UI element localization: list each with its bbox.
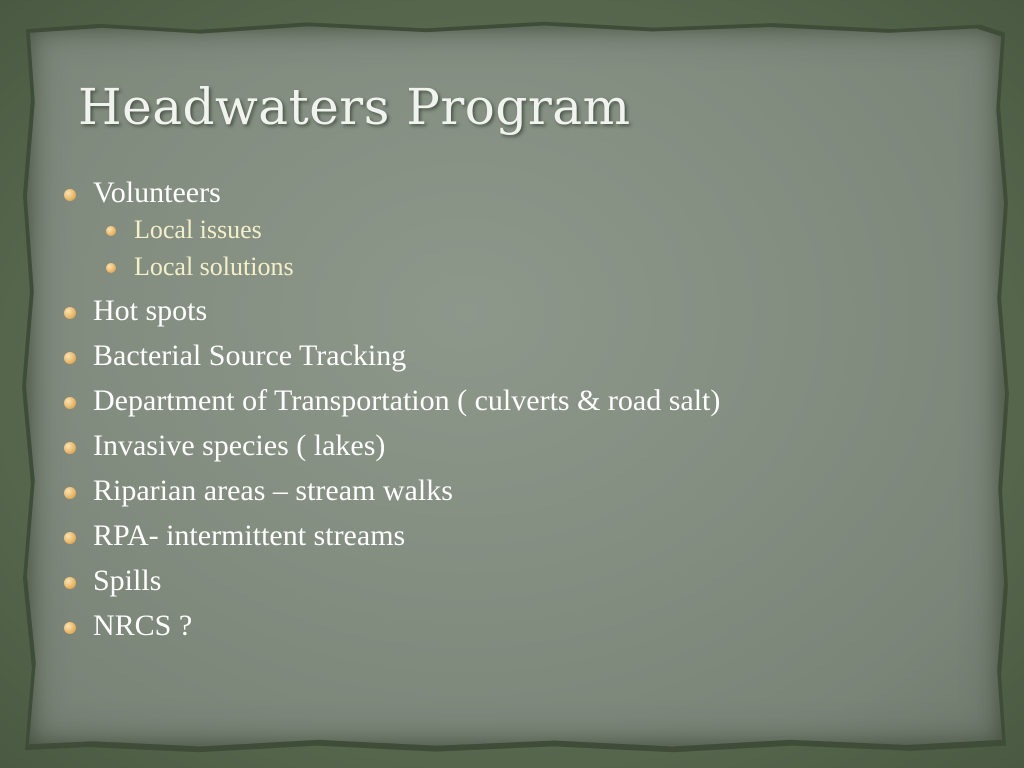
slide-title: Headwaters Program	[78, 78, 631, 136]
bullet-dot-icon	[64, 622, 76, 634]
bullet-text: Invasive species ( lakes)	[93, 429, 386, 462]
sub-bullet-text: Local solutions	[134, 252, 294, 281]
sub-bullet-item	[62, 211, 720, 248]
bullet-text: Department of Transportation ( culverts & road salt)	[93, 384, 721, 417]
bullet-item	[62, 170, 720, 215]
sub-bullet-item	[62, 248, 720, 285]
bullet-dot-icon	[64, 577, 76, 589]
bullet-item	[62, 603, 720, 648]
bullet-text: Bacterial Source Tracking	[93, 339, 407, 372]
bullet-text: Hot spots	[93, 294, 208, 327]
bullet-dot-icon	[106, 226, 116, 236]
bullet-text: Riparian areas – stream walks	[93, 474, 453, 507]
bullet-item	[62, 333, 720, 378]
bullet-item	[62, 288, 720, 333]
bullet-item	[62, 468, 720, 513]
bullet-dot-icon	[64, 189, 76, 201]
sub-bullet-text: Local issues	[134, 215, 262, 244]
bullet-dot-icon	[106, 263, 116, 273]
bullet-list	[62, 170, 720, 648]
bullet-text: NRCS ?	[93, 609, 193, 642]
bullet-dot-icon	[64, 397, 76, 409]
bullet-item	[62, 378, 720, 423]
bullet-item	[62, 558, 720, 603]
bullet-text: RPA- intermittent streams	[93, 519, 406, 552]
bullet-item	[62, 423, 720, 468]
bullet-dot-icon	[64, 442, 76, 454]
bullet-item	[62, 513, 720, 558]
bullet-dot-icon	[64, 352, 76, 364]
bullet-text: Volunteers	[93, 176, 221, 209]
bullet-dot-icon	[64, 487, 76, 499]
bullet-dot-icon	[64, 307, 76, 319]
bullet-dot-icon	[64, 532, 76, 544]
bullet-text: Spills	[93, 564, 162, 597]
